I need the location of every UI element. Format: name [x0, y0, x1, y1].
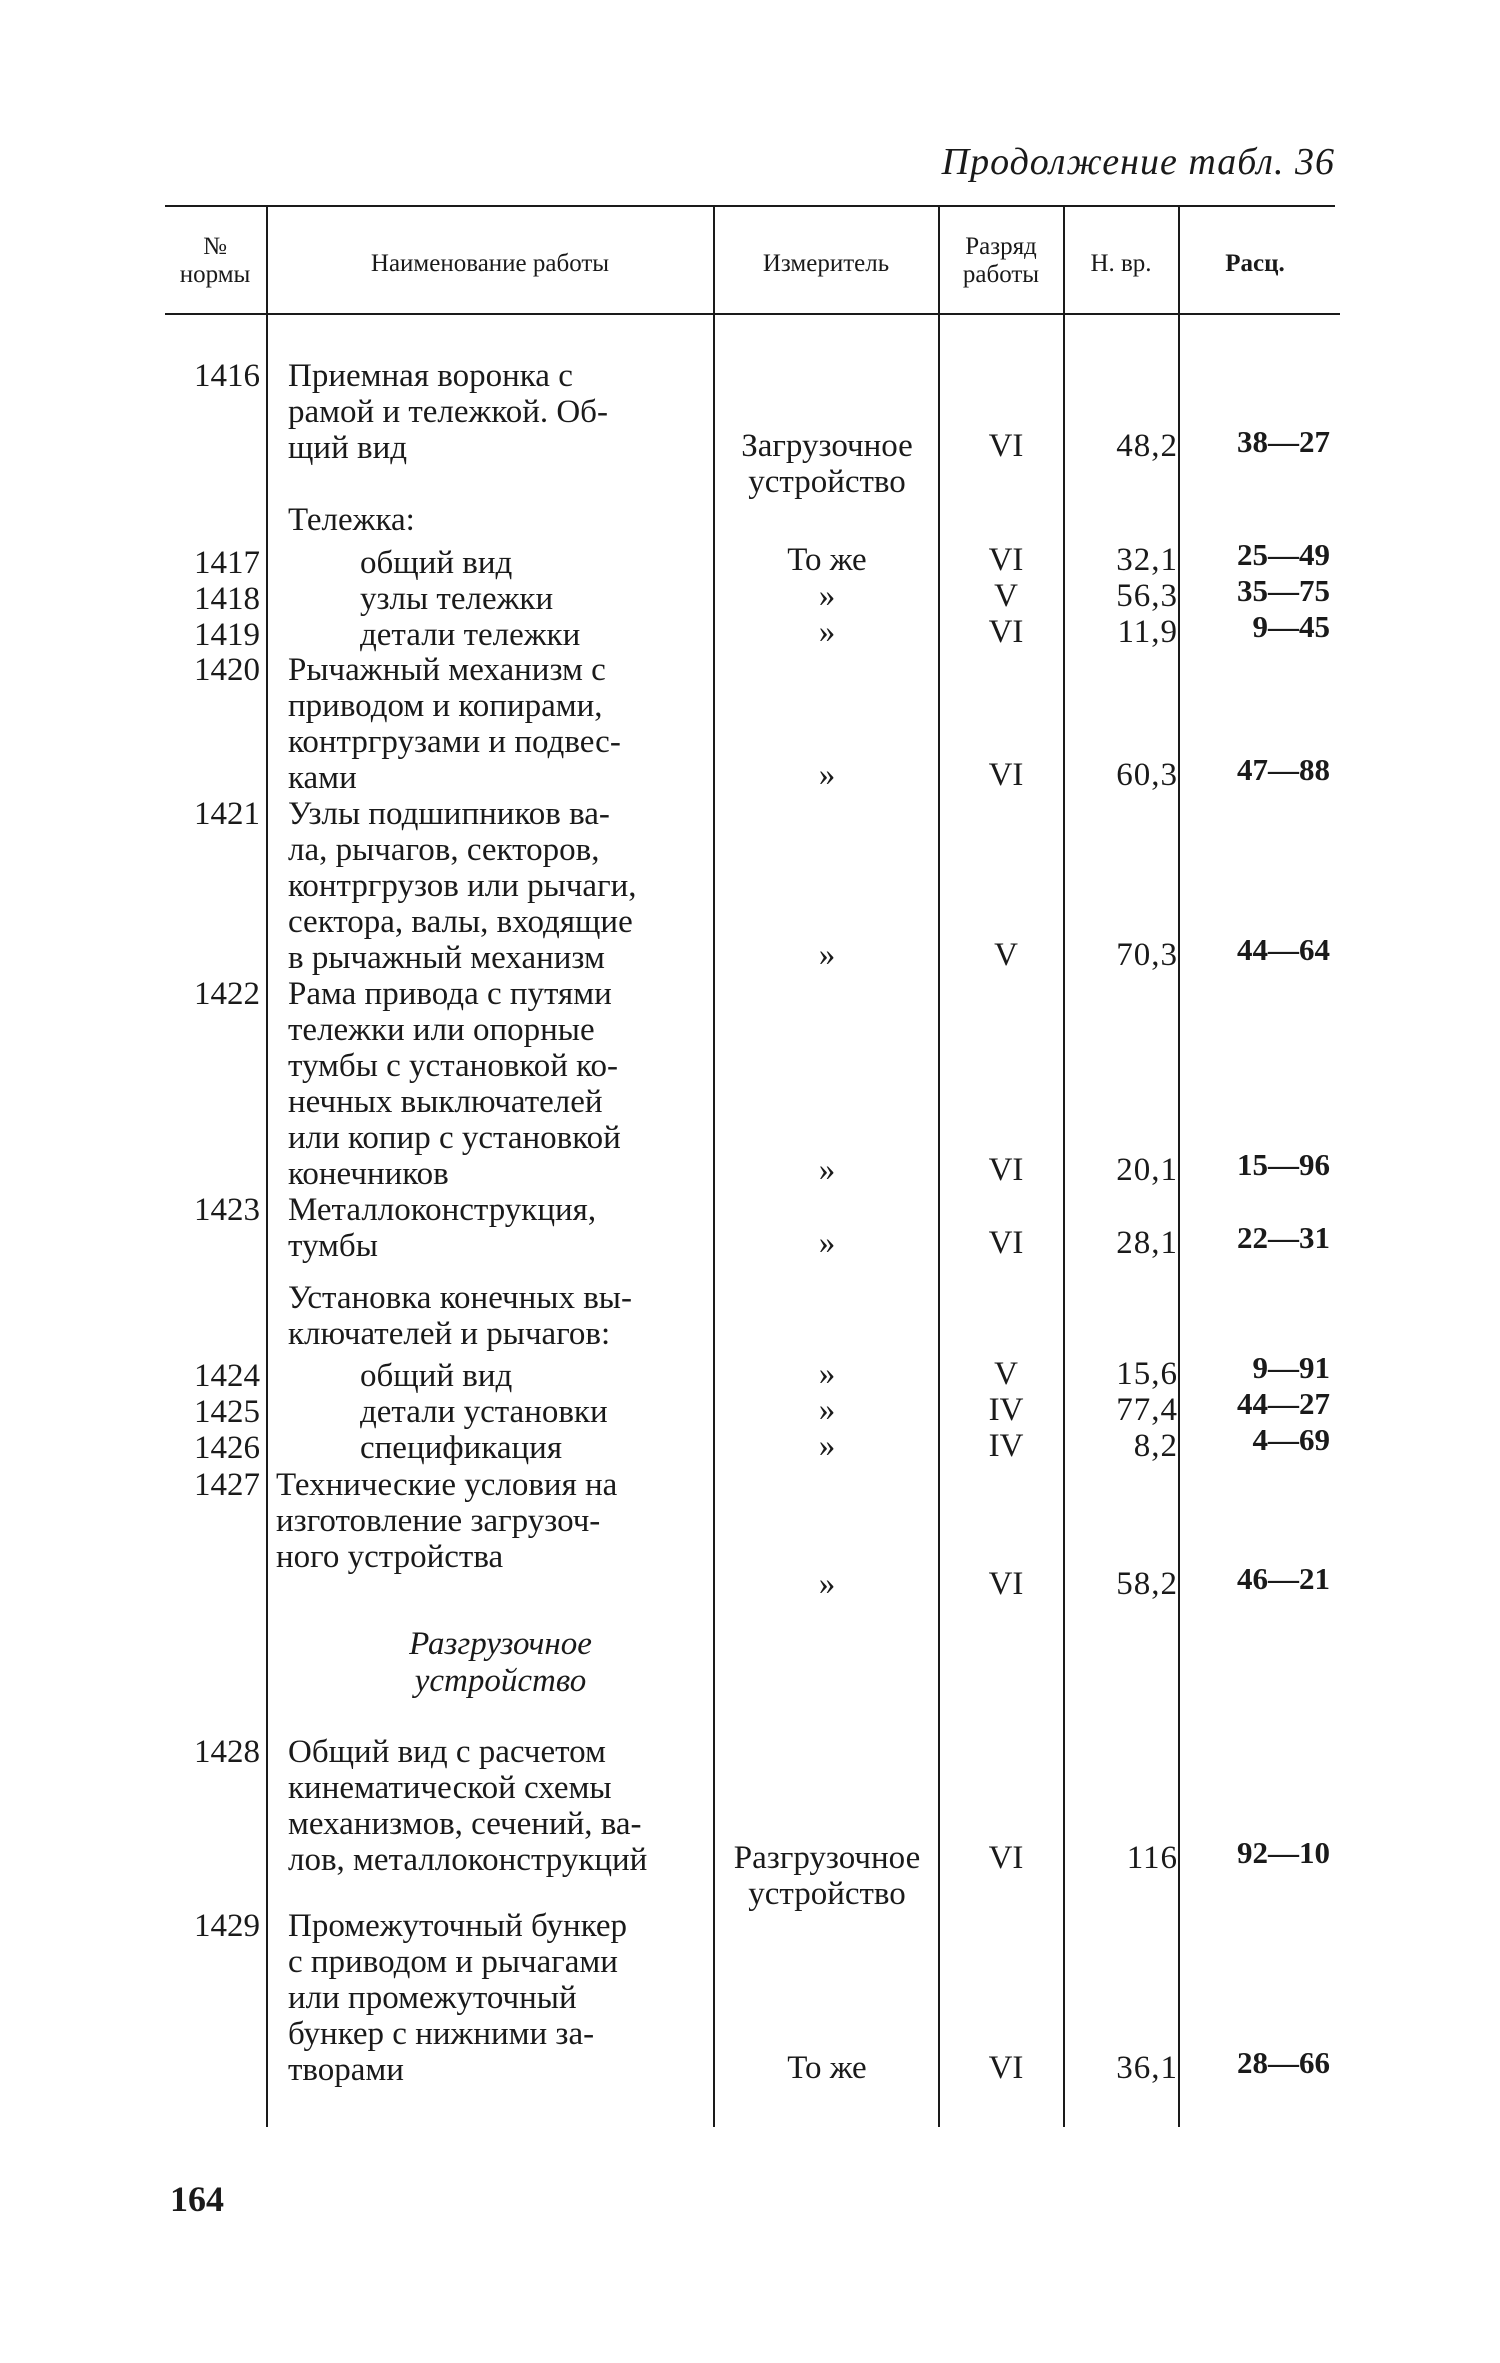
row-name-line: Технические условия на — [276, 1467, 618, 1503]
row-name: детали тележки — [360, 617, 581, 653]
column-divider-3 — [938, 207, 940, 2127]
row-unit: » — [818, 1392, 836, 1428]
row-rate: 22—31 — [1237, 1220, 1330, 1255]
row-name-line: нечных выключателей — [288, 1084, 603, 1120]
row-name: детали установки — [360, 1394, 608, 1430]
row-rate: 46—21 — [1237, 1561, 1330, 1596]
row-name-line: механизмов, сечений, ва- — [288, 1806, 642, 1842]
row-rate: 25—49 — [1237, 537, 1330, 572]
row-name-line: бункер с нижними за- — [288, 2016, 595, 2052]
row-hours: 56,3 — [1116, 578, 1178, 614]
row-unit: » — [818, 1356, 836, 1392]
row-name-line: Рама привода с путями — [288, 976, 612, 1012]
row-unit: » — [818, 1225, 836, 1261]
row-rate: 35—75 — [1237, 573, 1330, 608]
row-hours: 32,1 — [1116, 542, 1178, 578]
row-rate: 4—69 — [1252, 1422, 1330, 1457]
header-name: Наименование работы — [370, 250, 610, 277]
row-hours: 48,2 — [1116, 428, 1178, 464]
row-hours: 116 — [1126, 1840, 1178, 1876]
row-hours: 20,1 — [1116, 1152, 1178, 1188]
row-rate: 44—27 — [1237, 1386, 1330, 1421]
row-hours: 60,3 — [1116, 757, 1178, 793]
group-heading-line: ключателей и рычагов: — [288, 1316, 611, 1352]
row-number: 1422 — [194, 976, 260, 1012]
row-hours: 36,1 — [1116, 2050, 1178, 2086]
row-name-line: кинематической схемы — [288, 1770, 612, 1806]
row-grade: VI — [988, 2050, 1024, 2086]
row-grade: IV — [988, 1392, 1024, 1428]
page-number: 164 — [170, 2179, 224, 2219]
row-unit: » — [818, 614, 836, 650]
row-name-line: тумбы с установкой ко- — [288, 1048, 619, 1084]
row-unit: » — [818, 1428, 836, 1464]
row-name-line: в рычажный механизм — [288, 940, 605, 976]
column-divider-2 — [713, 207, 715, 2127]
row-unit: Загрузочное устройство — [741, 428, 913, 500]
row-number: 1429 — [194, 1908, 260, 1944]
row-name-line: ного устройства — [276, 1539, 504, 1575]
row-name-line: ла, рычагов, секторов, — [288, 832, 600, 868]
row-name: спецификация — [360, 1430, 562, 1466]
row-name-line: щий вид — [288, 430, 408, 466]
group-heading-line: Установка конечных вы- — [288, 1280, 632, 1316]
row-rate: 28—66 — [1237, 2045, 1330, 2080]
row-name-line: контргрузами и подвес- — [288, 724, 621, 760]
row-hours: 77,4 — [1116, 1392, 1178, 1428]
row-rate: 44—64 — [1237, 932, 1330, 967]
row-grade: VI — [988, 1225, 1024, 1261]
row-hours: 8,2 — [1133, 1428, 1178, 1464]
row-unit: » — [818, 578, 836, 614]
row-grade: VI — [988, 757, 1024, 793]
row-unit: » — [818, 1152, 836, 1188]
row-number: 1421 — [194, 796, 260, 832]
header-grade: Разряд работы — [962, 233, 1040, 288]
row-number: 1428 — [194, 1734, 260, 1770]
row-hours: 70,3 — [1116, 937, 1178, 973]
row-unit: То же — [787, 542, 867, 578]
row-name-line: с приводом и рычагами — [288, 1944, 618, 1980]
section-heading-line: устройство — [414, 1663, 587, 1699]
row-number: 1416 — [194, 358, 260, 394]
row-grade: VI — [988, 1152, 1024, 1188]
header-bottom-rule — [165, 313, 1340, 315]
row-rate: 92—10 — [1237, 1835, 1330, 1870]
row-grade: V — [994, 1356, 1018, 1392]
row-grade: V — [994, 578, 1018, 614]
column-divider-1 — [266, 207, 268, 2127]
row-name-line: Металлоконструкция, — [288, 1192, 597, 1228]
row-rate: 15—96 — [1237, 1147, 1330, 1182]
row-grade: VI — [988, 428, 1024, 464]
row-name-line: Общий вид с расчетом — [288, 1734, 606, 1770]
row-name-line: Узлы подшипников ва- — [288, 796, 610, 832]
row-name-line: лов, металлоконструкций — [288, 1842, 648, 1878]
row-number: 1418 — [194, 581, 260, 617]
row-grade: VI — [988, 542, 1024, 578]
row-grade: VI — [988, 1566, 1024, 1602]
row-name-line: сектора, валы, входящие — [288, 904, 633, 940]
row-name-line: тележки или опорные — [288, 1012, 595, 1048]
row-name-line: рамой и тележкой. Об- — [288, 394, 608, 430]
table-caption: Продолжение табл. 36 — [941, 141, 1335, 183]
row-name: общий вид — [360, 1358, 513, 1394]
row-name: общий вид — [360, 545, 513, 581]
row-grade: VI — [988, 614, 1024, 650]
row-name-line: приводом и копирами, — [288, 688, 603, 724]
row-grade: VI — [988, 1840, 1024, 1876]
row-unit: » — [818, 757, 836, 793]
row-grade: V — [994, 937, 1018, 973]
row-number: 1427 — [194, 1467, 260, 1503]
row-unit: » — [818, 1566, 836, 1602]
section-heading-line: Разгрузочное — [409, 1626, 592, 1662]
row-grade: IV — [988, 1428, 1024, 1464]
row-name-line: Промежуточный бункер — [288, 1908, 628, 1944]
row-name-line: контргрузов или рычаги, — [288, 868, 637, 904]
row-number: 1417 — [194, 545, 260, 581]
header-rate: Расц. — [1225, 250, 1285, 277]
row-rate: 47—88 — [1237, 752, 1330, 787]
row-number: 1420 — [194, 652, 260, 688]
row-name-line: конечников — [288, 1156, 449, 1192]
row-name-line: Рычажный механизм с — [288, 652, 606, 688]
row-number: 1419 — [194, 617, 260, 653]
row-name-line: Приемная воронка с — [288, 358, 573, 394]
row-rate: 9—91 — [1252, 1350, 1330, 1385]
row-name-line: или копир с установкой — [288, 1120, 621, 1156]
row-number: 1426 — [194, 1430, 260, 1466]
row-name-line: творами — [288, 2052, 404, 2088]
row-hours: 28,1 — [1116, 1225, 1178, 1261]
row-hours: 15,6 — [1116, 1356, 1178, 1392]
row-name-line: или промежуточный — [288, 1980, 577, 2016]
header-number: № нормы — [179, 233, 251, 288]
row-unit: То же — [787, 2050, 867, 2086]
row-hours: 58,2 — [1116, 1566, 1178, 1602]
group-heading: Тележка: — [288, 502, 415, 538]
row-number: 1423 — [194, 1192, 260, 1228]
row-name-line: изготовление загрузоч- — [276, 1503, 601, 1539]
row-unit: Разгрузочное устройство — [733, 1840, 921, 1912]
row-name-line: тумбы — [288, 1228, 378, 1264]
header-hours: Н. вр. — [1090, 250, 1152, 277]
row-rate: 9—45 — [1252, 609, 1330, 644]
row-number: 1425 — [194, 1394, 260, 1430]
row-rate: 38—27 — [1237, 424, 1330, 459]
header-unit: Измеритель — [762, 250, 890, 277]
row-unit: » — [818, 937, 836, 973]
row-name: узлы тележки — [360, 581, 554, 617]
table-top-rule — [165, 205, 1335, 207]
row-hours: 11,9 — [1117, 614, 1178, 650]
row-name-line: ками — [288, 760, 357, 796]
row-number: 1424 — [194, 1358, 260, 1394]
